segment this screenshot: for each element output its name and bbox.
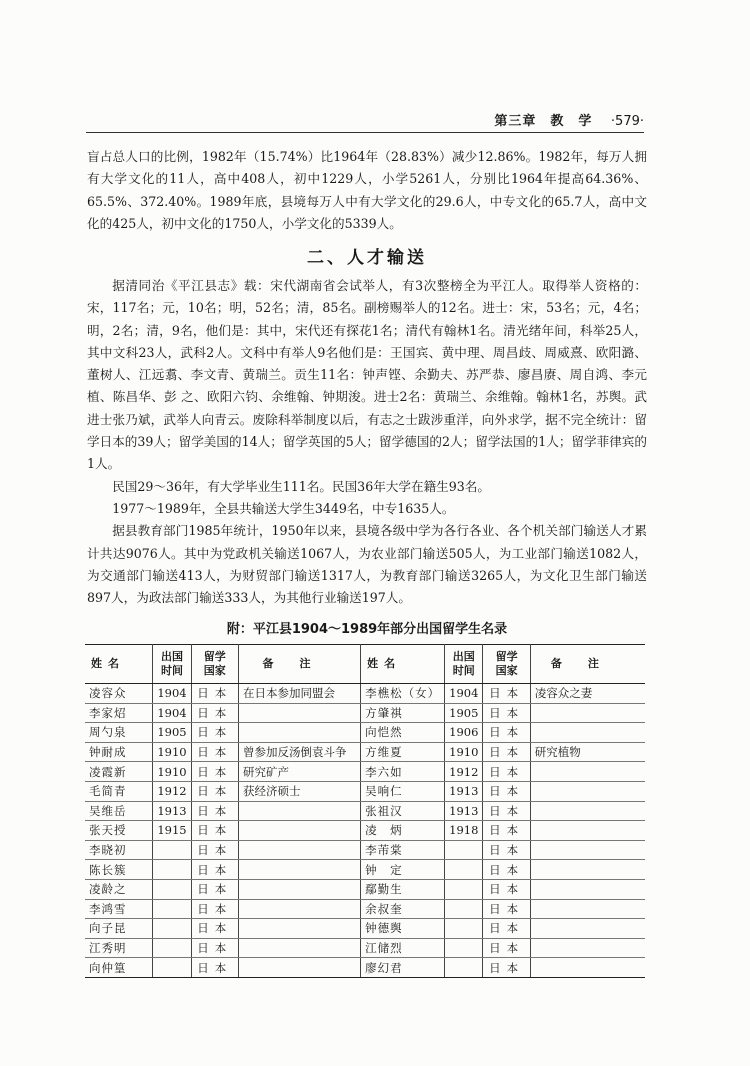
cell-right-year: 1905 (445, 703, 483, 723)
cell-left-country: 日本 (191, 879, 238, 899)
table-row (85, 879, 645, 899)
header-country-line1: 留学 (495, 650, 518, 663)
cell-left-country: 日本 (191, 703, 238, 723)
cell-left-country: 日本 (191, 723, 238, 743)
cell-right-year (445, 958, 483, 978)
cell-left-country: 日本 (191, 840, 238, 860)
cell-right-note: 凌容众之妻 (530, 684, 645, 704)
cell-right-name: 向恺然 (361, 723, 445, 743)
cell-left-year (153, 840, 191, 860)
cell-left-note: 获经济硕士 (238, 781, 360, 801)
cell-right-year (445, 840, 483, 860)
cell-right-name: 钟德舆 (361, 919, 445, 939)
cell-right-note (530, 781, 645, 801)
table-row (85, 703, 645, 723)
cell-right-year (445, 919, 483, 939)
cell-left-country: 日本 (191, 781, 238, 801)
cell-right-note (530, 762, 645, 782)
cell-right-name: 吴响仁 (361, 781, 445, 801)
cell-left-country: 日本 (191, 899, 238, 919)
header-year-line1: 出国 (160, 650, 183, 663)
cell-right-country: 日本 (483, 919, 530, 939)
table-row (85, 684, 645, 704)
header-name-right: 姓名 (361, 645, 445, 684)
cell-right-name: 钟 定 (361, 860, 445, 880)
paragraph-1977-1989: 1977～1989年，全县共输送大学生3449名，中专1635人。 (112, 500, 455, 516)
cell-left-country: 日本 (191, 919, 238, 939)
table-header-row (85, 645, 645, 684)
table-row (85, 723, 645, 743)
table-row (85, 781, 645, 801)
cell-right-name: 鄢勤生 (361, 879, 445, 899)
cell-left-year: 1913 (153, 801, 191, 821)
cell-right-country: 日本 (483, 762, 530, 782)
cell-left-note (238, 703, 360, 723)
chapter-title: 第三章 教 学 (494, 114, 593, 129)
cell-right-year: 1912 (445, 762, 483, 782)
table-caption: 附：平江县1904～1989年部分出国留学生名录 (226, 622, 508, 637)
cell-right-name: 张祖汉 (361, 801, 445, 821)
cell-right-note (530, 821, 645, 841)
table-row (85, 919, 645, 939)
cell-right-name: 李樵松（女） (361, 684, 445, 704)
table-body (85, 684, 645, 978)
cell-left-name: 李晓初 (85, 840, 153, 860)
table-row (85, 840, 645, 860)
cell-left-year (153, 958, 191, 978)
header-country-line1: 留学 (203, 650, 226, 663)
cell-right-note (530, 840, 645, 860)
cell-left-name: 江秀明 (85, 938, 153, 958)
cell-left-name: 凌容众 (85, 684, 153, 704)
cell-right-note (530, 703, 645, 723)
overseas-students-table (85, 644, 645, 978)
cell-left-note (238, 801, 360, 821)
cell-right-year: 1904 (445, 684, 483, 704)
cell-left-name: 向子昆 (85, 919, 153, 939)
cell-left-note (238, 821, 360, 841)
cell-right-note (530, 958, 645, 978)
cell-right-note (530, 919, 645, 939)
cell-right-name: 余叔奎 (361, 899, 445, 919)
cell-right-year: 1906 (445, 723, 483, 743)
cell-left-note (238, 899, 360, 919)
cell-left-year (153, 938, 191, 958)
cell-left-year: 1910 (153, 742, 191, 762)
cell-left-name: 钟耐成 (85, 742, 153, 762)
cell-right-year: 1918 (445, 821, 483, 841)
cell-left-country: 日本 (191, 860, 238, 880)
cell-right-note (530, 801, 645, 821)
paragraph-imperial-exams: 据清同治《平江县志》载：宋代湖南省会试举人，有3次整榜全为平江人。取得举人资格的：宋，117名；元，10名；明，52名；清，85名。副榜赐举人的12名。进士：宋，53名；元，4名；明，2名；清，9名，他们是：其中，宋代还有探花1名；清代有翰林1名。清光绪年间，科举25人，其中文科23人，武科2人。文科中有举人9名他们是：王国宾、黄中理、周昌歧、周威熹、欧阳潞、董树人、江远翥、李文青、黄瑞兰。贡生11名：钟声铿、余勤夫、苏严恭、廖昌赓、周自鸿、李元植、陈昌华、彭 之、欧阳六钧、余维翰、钟期浚。进士2名：黄瑞兰、余维翰。翰林1名，苏舆。武进士张乃斌，武举人向青云。废除科举制度以后，有志之士跋涉重洋，向外求学，据不完全统计：留学日本的39人；留学美国的14人；留学英国的5人；留学德国的2人；留学法国的1人；留学菲律宾的1人。 (87, 278, 647, 472)
cell-left-country: 日本 (191, 821, 238, 841)
cell-left-note (238, 879, 360, 899)
table-row (85, 860, 645, 880)
cell-left-note (238, 840, 360, 860)
cell-right-note (530, 860, 645, 880)
cell-right-country: 日本 (483, 840, 530, 860)
header-country-right (483, 645, 530, 684)
intro-paragraph: 盲占总人口的比例，1982年（15.74%）比1964年（28.83%）减少12.86%。1982年，每万人拥有大学文化的11人，高中408人，初中1229人，小学5261人，分别比1964年提高64.36%、65.5%、372.40%。1989年底，县境每万人中有大学文化的29.6人，中专文化的65.7人，高中文化的425人，初中文化的1750人，小学文化的5339人。 (87, 149, 647, 231)
cell-left-country: 日本 (191, 684, 238, 704)
header-year-line2: 时间 (160, 664, 183, 677)
cell-right-note (530, 938, 645, 958)
cell-right-country: 日本 (483, 723, 530, 743)
table-row (85, 821, 645, 841)
paragraph-republic-graduates: 民国29～36年，有大学毕业生111名。民国36年大学在籍生93名。 (112, 478, 490, 494)
cell-left-name: 张天授 (85, 821, 153, 841)
cell-left-year (153, 879, 191, 899)
page-number: ·579· (610, 114, 644, 129)
cell-right-country: 日本 (483, 781, 530, 801)
cell-right-country: 日本 (483, 684, 530, 704)
header-year-line1: 出国 (452, 650, 475, 663)
cell-right-year (445, 879, 483, 899)
cell-right-note (530, 899, 645, 919)
table-row (85, 762, 645, 782)
cell-left-note: 曾参加反汤倒袁斗争 (238, 742, 360, 762)
cell-right-country: 日本 (483, 879, 530, 899)
cell-right-name: 方肇祺 (361, 703, 445, 723)
cell-right-country: 日本 (483, 742, 530, 762)
cell-left-name: 凌霞新 (85, 762, 153, 782)
cell-left-name: 李鸿雪 (85, 899, 153, 919)
cell-right-year: 1913 (445, 801, 483, 821)
cell-right-note (530, 879, 645, 899)
cell-left-country: 日本 (191, 801, 238, 821)
cell-left-name: 凌龄之 (85, 879, 153, 899)
section-body (87, 275, 647, 609)
cell-right-name: 李六如 (361, 762, 445, 782)
cell-left-name: 毛简青 (85, 781, 153, 801)
header-note: 备注 (238, 645, 360, 684)
cell-right-note (530, 723, 645, 743)
cell-left-country: 日本 (191, 958, 238, 978)
cell-left-name: 陈长簇 (85, 860, 153, 880)
cell-right-country: 日本 (483, 801, 530, 821)
cell-left-name: 李家炤 (85, 703, 153, 723)
cell-left-note: 研究矿产 (238, 762, 360, 782)
cell-left-country: 日本 (191, 762, 238, 782)
intro-paragraph-block (87, 146, 647, 235)
table-row (85, 801, 645, 821)
cell-left-note (238, 919, 360, 939)
header-year-right (445, 645, 483, 684)
cell-right-country: 日本 (483, 821, 530, 841)
cell-right-name: 方维夏 (361, 742, 445, 762)
cell-left-name: 向仲篁 (85, 958, 153, 978)
cell-right-country: 日本 (483, 860, 530, 880)
cell-right-country: 日本 (483, 899, 530, 919)
header-country (191, 645, 238, 684)
cell-right-name: 凌 炳 (361, 821, 445, 841)
cell-left-year (153, 899, 191, 919)
cell-left-year: 1912 (153, 781, 191, 801)
cell-right-country: 日本 (483, 958, 530, 978)
cell-left-year: 1904 (153, 684, 191, 704)
cell-right-year (445, 938, 483, 958)
cell-right-name: 江储烈 (361, 938, 445, 958)
header-year-line2: 时间 (452, 664, 475, 677)
running-head (86, 110, 644, 133)
cell-left-note (238, 723, 360, 743)
header-country-line2: 国家 (203, 664, 226, 677)
cell-right-year: 1913 (445, 781, 483, 801)
header-country-line2: 国家 (495, 664, 518, 677)
cell-left-note (238, 860, 360, 880)
cell-right-name: 廖幻君 (361, 958, 445, 978)
table-row (85, 899, 645, 919)
cell-right-year (445, 899, 483, 919)
header-year (153, 645, 191, 684)
cell-left-name: 周勺泉 (85, 723, 153, 743)
cell-right-year: 1910 (445, 742, 483, 762)
cell-left-year: 1910 (153, 762, 191, 782)
cell-right-year (445, 860, 483, 880)
cell-left-year (153, 919, 191, 939)
cell-right-note: 研究植物 (530, 742, 645, 762)
table-row (85, 958, 645, 978)
cell-left-year: 1905 (153, 723, 191, 743)
cell-right-country: 日本 (483, 703, 530, 723)
header-note-right: 备注 (530, 645, 645, 684)
cell-left-country: 日本 (191, 742, 238, 762)
cell-left-note (238, 938, 360, 958)
paragraph-1985-statistics: 据县教育部门1985年统计，1950年以来，县境各级中学为各行各业、各个机关部门输送人才累计共达9076人。其中为党政机关输送1067人，为农业部门输送505人，为工业部门输送1082人，为交通部门输送413人，为财贸部门输送1317人，为教育部门输送3265人，为文化卫生部门输送897人，为政法部门输送333人，为其他行业输送197人。 (87, 523, 647, 606)
cell-left-year (153, 860, 191, 880)
cell-left-note (238, 958, 360, 978)
cell-left-year: 1904 (153, 703, 191, 723)
cell-right-name: 李芾棠 (361, 840, 445, 860)
cell-left-country: 日本 (191, 938, 238, 958)
table-row (85, 938, 645, 958)
table-row (85, 742, 645, 762)
cell-left-note: 在日本参加同盟会 (238, 684, 360, 704)
section-title: 二、人才输送 (307, 248, 427, 268)
header-name: 姓名 (85, 645, 153, 684)
cell-left-name: 吴维岳 (85, 801, 153, 821)
cell-left-year: 1915 (153, 821, 191, 841)
cell-right-country: 日本 (483, 938, 530, 958)
